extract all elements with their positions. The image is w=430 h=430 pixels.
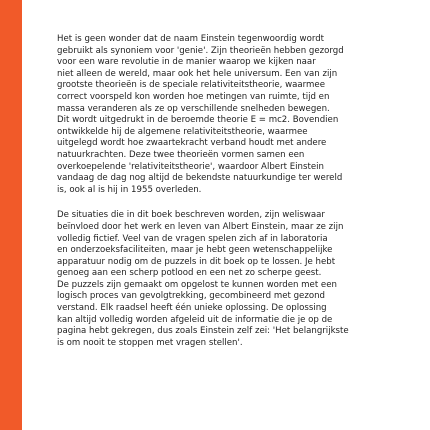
text-line: uitgelegd wordt hoe zwaartekracht verband houdt met andere — [57, 138, 327, 149]
text-line: is om nooit te stoppen met vragen stellen'. — [57, 337, 243, 348]
text-line: logisch proces van gevolgtrekking, gecombineerd met gezond — [57, 291, 326, 302]
accent-bar — [0, 0, 22, 430]
paragraph-intro — [57, 34, 427, 196]
text-line: beïnvloed door het werk en leven van Albert Einstein, maar ze zijn — [57, 221, 344, 232]
paragraph-spacer — [57, 196, 427, 210]
text-line: genoeg aan een scherp potlood en een net zo scherpe geest. — [57, 268, 322, 279]
paragraph-puzzles — [57, 210, 427, 349]
text-line: correct voorspeld kon worden hoe metingen van ruimte, tijd en — [57, 91, 330, 102]
text-line: overkoepelende 'relativiteitstheorie', waardoor Albert Einstein — [57, 161, 324, 172]
text-line: pagina hebt gekregen, dus zoals Einstein zelf zei: 'Het belangrijkste — [57, 326, 349, 337]
text-line: voor een ware revolutie in de manier waarop we kijken naar — [57, 57, 316, 68]
text-line: apparatuur nodig om de puzzels in dit boek op te lossen. Je hebt — [57, 256, 336, 267]
text-line: is, ook al is hij in 1955 overleden. — [57, 184, 202, 195]
text-line: massa veranderen als ze op verschillende snelheden bewegen. — [57, 103, 330, 114]
text-line: De situaties die in dit boek beschreven worden, zijn weliswaar — [57, 210, 325, 221]
text-line: kan altijd volledig worden afgeleid uit de informatie die je op de — [57, 314, 333, 325]
text-line: niet alleen de wereld, maar ook het hele universum. Een van zijn — [57, 68, 338, 79]
text-line: De puzzels zijn gemaakt om opgelost te kunnen worden met een — [57, 279, 337, 290]
text-line: ontwikkelde hij de algemene relativiteitstheorie, waarmee — [57, 126, 308, 137]
text-line: natuurkrachten. Deze twee theorieën vormen samen een — [57, 149, 305, 160]
text-line: gebruikt als synoniem voor 'genie'. Zijn theorieën hebben gezorgd — [57, 45, 344, 56]
text-line: vandaag de dag nog altijd de bekendste natuurkundige ter wereld — [57, 173, 343, 184]
text-column — [57, 34, 427, 349]
text-line: grootste theorieën is de speciale relativiteitstheorie, waarmee — [57, 80, 325, 91]
text-line: Het is geen wonder dat de naam Einstein tegenwoordig wordt — [57, 34, 325, 44]
text-line: verstand. Elk raadsel heeft één unieke oplossing. De oplossing — [57, 303, 327, 314]
text-line: en onderzoeksfaciliteiten, maar je hebt geen wetenschappelijke — [57, 245, 333, 256]
text-line: Dit wordt uitgedrukt in de beroemde theorie E = mc2. Bovendien — [57, 115, 339, 126]
text-line: volledig fictief. Veel van de vragen spelen zich af in laboratoria — [57, 233, 328, 244]
